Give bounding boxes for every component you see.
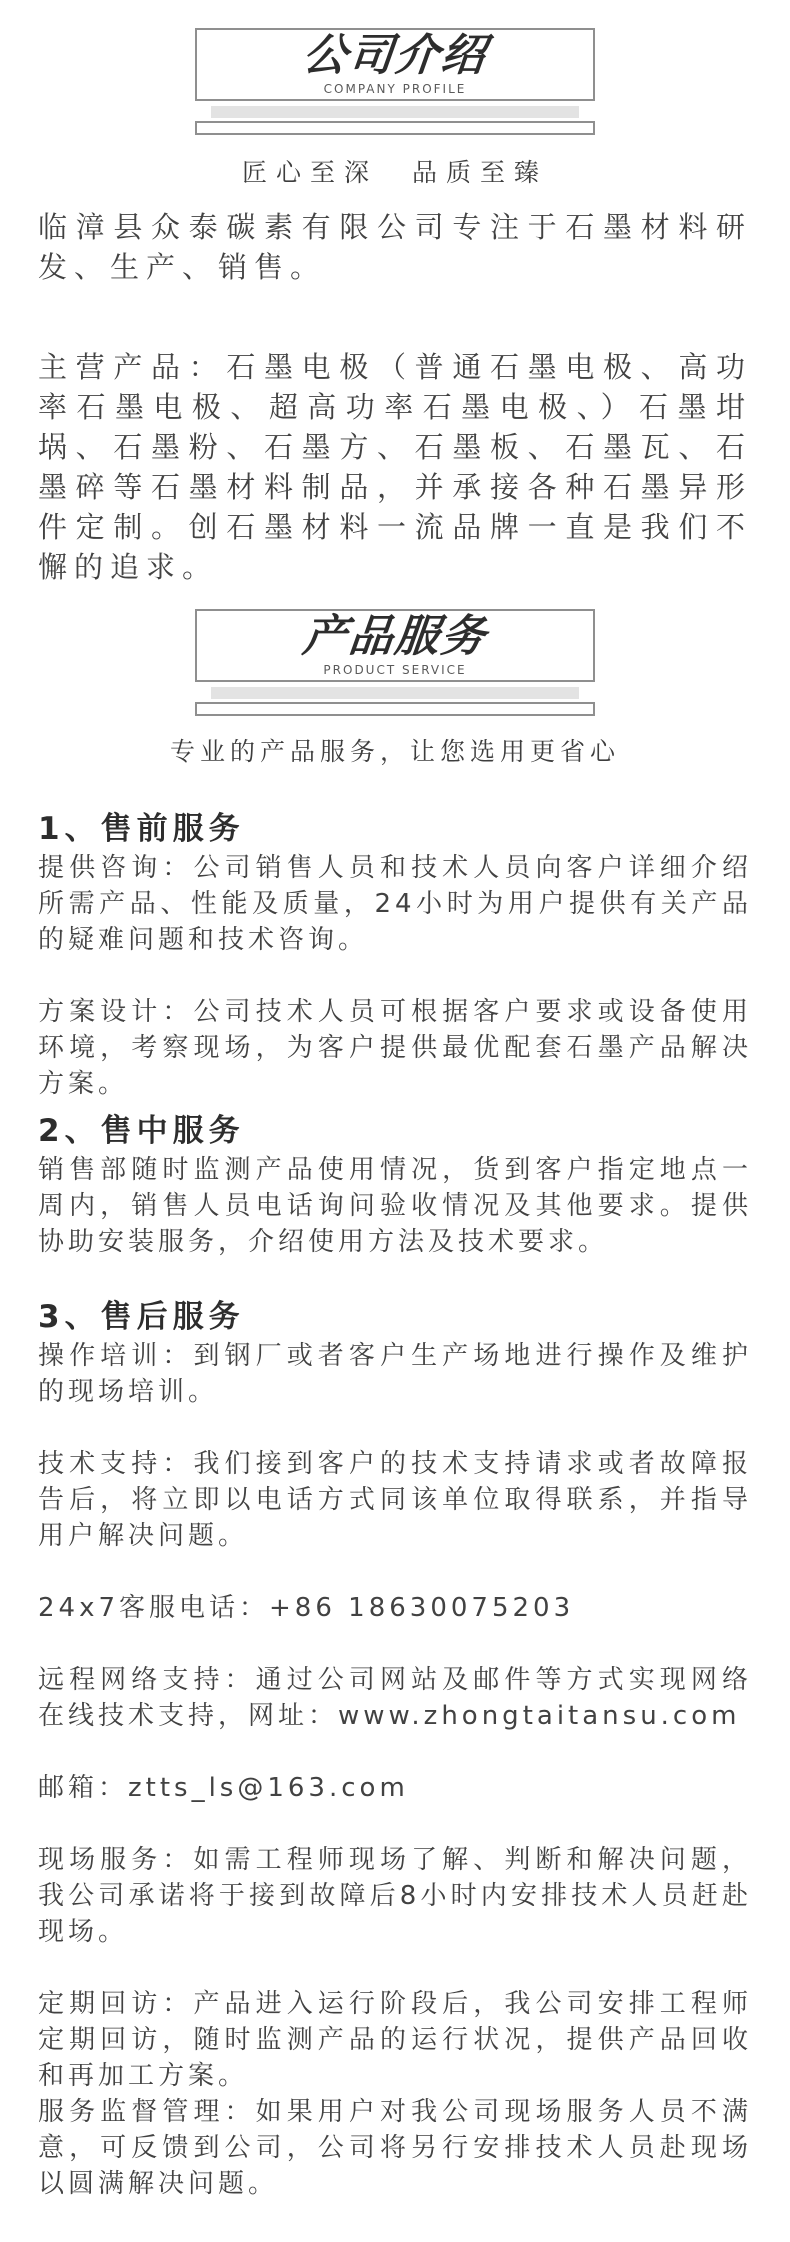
operation-training-paragraph: 操作培训：到钢厂或者客户生产场地进行操作及维护的现场培训。: [38, 1341, 752, 1407]
section-title: 产品服务: [300, 611, 490, 662]
section-company-intro: [0, 28, 790, 587]
company-intro-copy: [0, 207, 790, 587]
banner-outline-bar: [195, 121, 595, 135]
company-tagline: 匠心至深 品质至臻: [241, 158, 548, 187]
section-subtitle: COMPANY PROFILE: [323, 82, 467, 96]
company-intro-banner: [195, 28, 595, 135]
section-subtitle: PRODUCT SERVICE: [323, 663, 467, 677]
onsite-service-paragraph: 现场服务：如需工程师现场了解、判断和解决问题，我公司承诺将于接到故障后8小时内安排技术人员赶赴现场。: [38, 1845, 752, 1947]
heading-pre-sale-service: 1、售前服务: [38, 811, 245, 847]
tech-support-paragraph: 技术支持：我们接到客户的技术支持请求或者故障报告后，将立即以电话方式同该单位取得联系，并指导用户解决问题。: [38, 1449, 752, 1551]
email-paragraph: 邮箱：ztts_ls@163.com: [38, 1773, 409, 1803]
heading-mid-sale-service: 2、售中服务: [38, 1113, 245, 1149]
section-product-service: [0, 609, 790, 2242]
intro-paragraph: 临漳县众泰碳素有限公司专注于石墨材料研发、生产、销售。: [38, 210, 752, 284]
service-tagline: 专业的产品服务，让您选用更省心: [169, 737, 620, 766]
sales-monitoring-paragraph: 销售部随时监测产品使用情况，货到客户指定地点一周内，销售人员电话询问验收情况及其他要求。提供协助安装服务，介绍使用方法及技术要求。: [38, 1155, 752, 1257]
after-sale-paragraphs: [38, 1338, 752, 2202]
banner-gray-bar: [211, 106, 579, 118]
banner-box: [195, 609, 595, 682]
pre-sale-paragraphs: [38, 850, 752, 1102]
banner-box: [195, 28, 595, 101]
main-products-paragraph: 主营产品：石墨电极（普通石墨电极、高功率石墨电极、超高功率石墨电极、）石墨坩埚、石墨粉、石墨方、石墨板、石墨瓦、石墨碎等石墨材料制品，并承接各种石墨异形件定制。创石墨材料一流品牌一直是我们不懈的追求。: [38, 350, 752, 584]
consulting-paragraph: 提供咨询：公司销售人员和技术人员向客户详细介绍所需产品、性能及质量，24小时为用户提供有关产品的疑难问题和技术咨询。: [38, 853, 752, 955]
product-service-banner: [195, 609, 595, 716]
section-title: 公司介绍: [300, 30, 490, 81]
service-hotline-paragraph: 24x7客服电话：+86 18630075203: [38, 1593, 575, 1623]
remote-support-paragraph: 远程网络支持：通过公司网站及邮件等方式实现网络在线技术支持，网址：www.zhongtaitansu.com: [38, 1665, 752, 1731]
followup-visit-paragraph: 定期回访：产品进入运行阶段后，我公司安排工程师定期回访，随时监测产品的运行状况，提供产品回收和再加工方案。: [38, 1989, 752, 2091]
service-supervision-paragraph: 服务监督管理：如果用户对我公司现场服务人员不满意，可反馈到公司，公司将另行安排技术人员赴现场以圆满解决问题。: [38, 2097, 752, 2199]
banner-gray-bar: [211, 687, 579, 699]
banner-outline-bar: [195, 702, 595, 716]
solution-design-paragraph: 方案设计：公司技术人员可根据客户要求或设备使用环境，考察现场，为客户提供最优配套石墨产品解决方案。: [38, 997, 752, 1099]
service-copy: [0, 808, 790, 2202]
mid-sale-paragraphs: [38, 1152, 752, 1260]
heading-after-sale-service: 3、售后服务: [38, 1299, 245, 1335]
